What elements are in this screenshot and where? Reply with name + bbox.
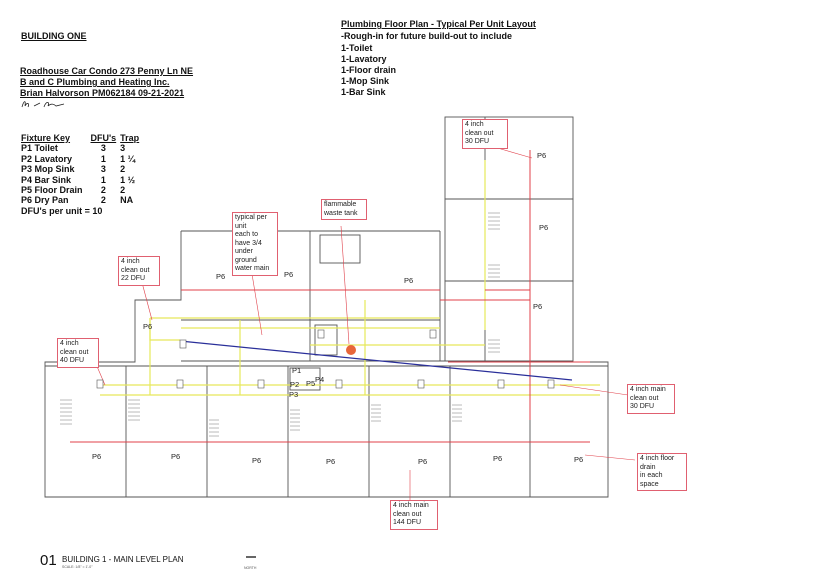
key-trap: 3 <box>120 143 126 154</box>
project-name: Roadhouse Car Condo 273 Penny Ln NE <box>20 66 194 76</box>
key-trap: 1 ¼ <box>120 153 136 164</box>
fixture-symbols <box>97 330 554 388</box>
key-trap: 1 ½ <box>120 174 136 185</box>
scope-line: -Rough-in for future build-out to include <box>341 31 512 41</box>
label-p6: P6 <box>493 454 503 463</box>
key-dfu: 3 <box>100 164 106 175</box>
plan-title: Plumbing Floor Plan - Typical Per Unit Layout <box>341 19 536 29</box>
key-trap: 2 <box>120 164 126 175</box>
drain-lines <box>70 150 590 442</box>
key-col-fixture: Fixture Key <box>21 133 71 143</box>
label-p6: P6 <box>252 456 262 465</box>
building-walls <box>45 117 608 497</box>
label-p6: P6 <box>418 457 428 466</box>
callout-cleanout-30dfu: 4 inch clean out 30 DFU <box>462 119 508 149</box>
label-p6: P6 <box>533 302 543 311</box>
company-name: B and C Plumbing and Heating Inc. <box>20 77 170 87</box>
scope-line: 1-Toilet <box>341 43 373 53</box>
callout-floor-drain: 4 inch floor drain in each space <box>637 453 687 491</box>
drawing-scale: SCALE: 1/8" = 1'-0" <box>62 565 93 569</box>
scope-line: 1-Lavatory <box>341 54 387 64</box>
label-p6: P6 <box>574 455 584 464</box>
key-fixture: P2 Lavatory <box>21 153 73 164</box>
scope-line: 1-Bar Sink <box>341 87 386 97</box>
key-dfu: 3 <box>100 143 106 154</box>
key-trap: NA <box>120 195 134 206</box>
scope-line: 1-Mop Sink <box>341 76 390 86</box>
key-fixture: P3 Mop Sink <box>21 164 75 175</box>
callout-flammable-tank: flammable waste tank <box>321 199 367 220</box>
scope-line: 1-Floor drain <box>341 65 397 75</box>
callout-cleanout-40dfu: 4 inch clean out 40 DFU <box>57 338 99 368</box>
key-dfu: 1 <box>100 174 106 185</box>
label-p6: P6 <box>284 270 294 279</box>
key-fixture: P1 Toilet <box>21 143 58 154</box>
key-fixture: P4 Bar Sink <box>21 174 72 185</box>
label-p6: P6 <box>143 322 153 331</box>
flammable-waste-tank <box>346 345 356 355</box>
key-col-trap: Trap <box>120 133 140 143</box>
building-title: BUILDING ONE <box>21 31 87 41</box>
label-p6: P6 <box>92 452 102 461</box>
north-label: NORTH <box>244 566 257 570</box>
key-col-dfu: DFU's <box>90 133 117 143</box>
label-p4: P4 <box>315 375 325 384</box>
key-dfu: 2 <box>100 195 106 206</box>
callout-main-cleanout-30dfu: 4 inch main clean out 30 DFU <box>627 384 675 414</box>
drawing-name: BUILDING 1 - MAIN LEVEL PLAN <box>62 555 184 564</box>
callout-main-cleanout-144dfu: 4 inch main clean out 144 DFU <box>390 500 438 530</box>
dfu-total: DFU's per unit = 10 <box>21 205 103 216</box>
drawing-number: 01 <box>40 552 57 569</box>
label-p6: P6 <box>326 457 336 466</box>
label-p6: P6 <box>404 276 414 285</box>
label-p3: P3 <box>289 390 299 399</box>
label-p6: P6 <box>171 452 181 461</box>
key-trap: 2 <box>120 185 126 196</box>
label-p2: P2 <box>290 380 300 389</box>
callout-typical-unit: typical per unit each to have 3/4 under ground water main <box>232 212 278 276</box>
label-p1: P1 <box>292 366 302 375</box>
key-fixture: P5 Floor Drain <box>21 185 83 196</box>
main-line <box>180 341 572 380</box>
key-fixture: P6 Dry Pan <box>21 195 69 206</box>
callout-cleanout-22dfu: 4 inch clean out 22 DFU <box>118 256 160 286</box>
key-dfu: 2 <box>100 185 106 196</box>
label-p5: P5 <box>306 379 316 388</box>
label-p6: P6 <box>539 223 549 232</box>
key-dfu: 1 <box>100 153 106 164</box>
water-lines <box>100 160 600 395</box>
label-p6: P6 <box>216 272 226 281</box>
label-p6: P6 <box>537 151 547 160</box>
signer-line: Brian Halvorson PM062184 09-21-2021 <box>20 88 185 98</box>
